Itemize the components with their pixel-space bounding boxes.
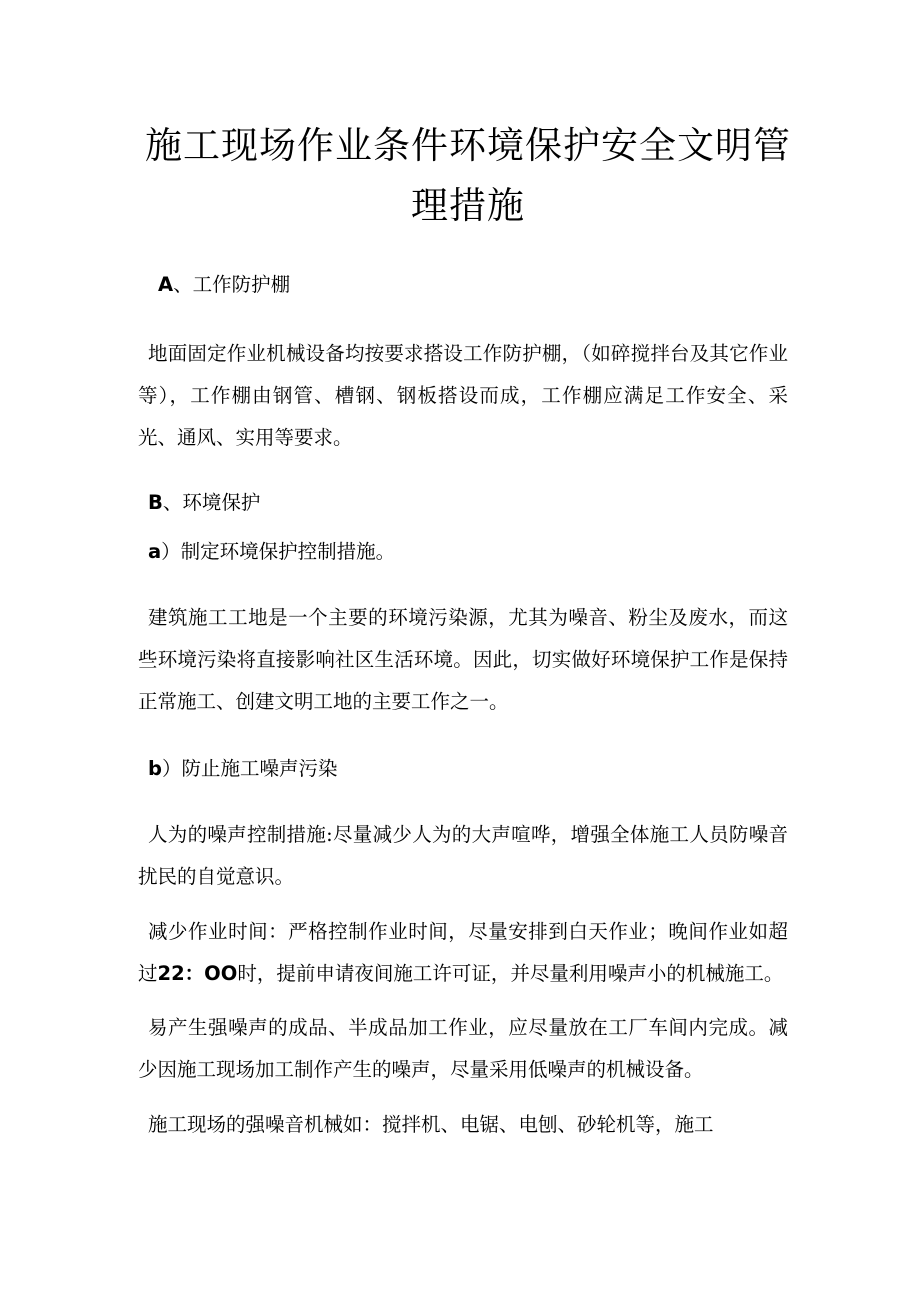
paragraph: 人为的噪声控制措施:尽量减少人为的大声喧哗，增强全体施工人员防噪音扰民的自觉意识。	[138, 823, 788, 888]
section-heading-text: 、工作防护棚	[173, 273, 291, 296]
subsection-heading-b	[148, 748, 798, 790]
paragraph: 易产生强噪声的成品、半成品加工作业，应尽量放在工厂车间内完成。减少因施工现场加工制作产生的噪声，尽量采用低噪声的机械设备。	[138, 1016, 788, 1081]
subsection-marker: b	[148, 757, 162, 780]
paragraph	[138, 911, 788, 997]
subsection-heading-text: ）制定环境保护控制措施。	[161, 540, 396, 563]
section-heading-a	[158, 264, 808, 306]
document-title: 施工现场作业条件环境保护安全文明管理措施	[145, 124, 791, 227]
section-heading-text: 、环境保护	[162, 491, 261, 514]
subsection-heading-text: ）防止施工噪声污染	[161, 757, 338, 780]
paragraph-text: 减少作业时间：严格控制作业时间，尽量安排到白天作业；晚间作业如超过	[138, 920, 788, 985]
section-marker: A	[158, 273, 174, 296]
time-value: 22：OO	[157, 962, 238, 985]
paragraph: 建筑施工工地是一个主要的环境污染源，尤其为噪音、粉尘及废水，而这些环境污染将直接影响社区生活环境。因此，切实做好环境保护工作是保持正常施工、创建文明工地的主要工作之一。	[138, 606, 788, 713]
section-marker: B	[148, 491, 163, 514]
paragraph-text: 时，提前申请夜间施工许可证，并尽量利用噪声小的机械施工。	[237, 962, 784, 985]
paragraph: 地面固定作业机械设备均按要求搭设工作防护棚，（如碎搅拌台及其它作业等），工作棚由钢管、槽钢、钢板搭设而成，工作棚应满足工作安全、采光、通风、实用等要求。	[138, 342, 788, 449]
subsection-heading-a	[148, 531, 798, 573]
paragraph: 施工现场的强噪音机械如：搅拌机、电锯、电刨、砂轮机等，施工	[148, 1113, 714, 1136]
section-heading-b	[148, 482, 798, 524]
subsection-marker: a	[148, 540, 162, 563]
